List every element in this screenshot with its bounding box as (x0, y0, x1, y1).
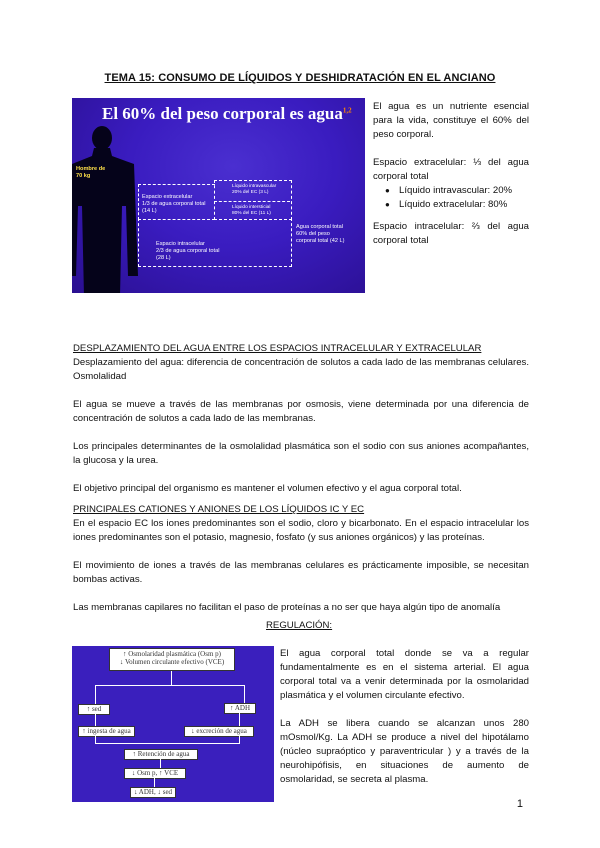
section1-p4: El objetivo principal del organismo es mantener el volumen efectivo y el agua corporal total. (73, 483, 462, 494)
connector-line (239, 713, 240, 726)
regulation-p1: El agua corporal total donde se va a regular fundamentalmente es en el sistema arterial. El agua corporal total va a venir determinada por la osmolaridad plasmática y el volumen circulante efectivo. (280, 648, 529, 701)
ec-label: Espacio extracelular (142, 194, 193, 200)
intro-paragraph: El agua es un nutriente esencial para la vida, constituye el 60% del peso corporal. (373, 101, 529, 140)
water-intake-box: ↑ ingesta de agua (78, 726, 135, 737)
section1-p2: El agua se mueve a través de las membranas por osmosis, viene determinada por una diferencia de concentración de solutos a cada lado de las membranas. (73, 399, 529, 424)
total-water-percent: 60% del peso (296, 231, 330, 237)
adh-regulation-diagram (72, 646, 274, 802)
connector-line (95, 743, 240, 744)
regulation-p2: La ADH se libera cuando se alcanzan unos 280 mOsmol/Kg. La ADH se produce a nivel del hipotálamo (núcleo supraóptico y paraventricular ) y a través de la neurohipófisis, en situaciones de aumento de osmolaridad, se secreta al plasma. (280, 718, 529, 785)
adh-thirst-decrease-box: ↓ ADH, ↓ sed (130, 787, 176, 798)
section1-p3: Los principales determinantes de la osmolalidad plasmática son el sodio con sus aniones acompañantes, la glucosa y la urea. (73, 441, 529, 466)
water-excretion-box: ↓ excreción de agua (184, 726, 254, 737)
connector-line (154, 778, 155, 787)
connector-line (95, 685, 245, 686)
section2-p3: Las membranas capilares no facilitan el paso de proteínas a no ser que haya algún tipo de anomalía (73, 602, 501, 613)
interstitial-volume: 80% del EC (11 L) (232, 211, 271, 216)
connector-line (171, 671, 172, 685)
osmolarity-box (109, 648, 235, 671)
interstitial-label: Líquido intersticial (232, 205, 271, 210)
ic-volume: (28 L) (156, 255, 171, 261)
thirst-box: ↑ sed (78, 704, 110, 715)
intro-text-block (373, 100, 529, 248)
intracellular-paragraph: Espacio intracelular: ⅔ del agua corporal total (373, 221, 529, 246)
section1-heading: DESPLAZAMIENTO DEL AGUA ENTRE LOS ESPACIOS INTRACELULAR Y EXTRACELULAR (73, 343, 482, 354)
water-retention-box: ↑ Retención de agua (124, 749, 198, 760)
regulation-heading: REGULACIÓN: (266, 620, 333, 631)
man-label: Hombre de (76, 166, 106, 172)
ic-label: Espacio intracelular (156, 241, 205, 247)
bullet-extracellular: ● Líquido extracelular: 80% (373, 198, 529, 212)
page-title: TEMA 15: CONSUMO DE LÍQUIDOS Y DESHIDRATACIÓN EN EL ANCIANO (104, 72, 496, 84)
section1-p1: Desplazamiento del agua: diferencia de concentración de solutos a cada lado de las membranas celulares. Osmolalidad (73, 357, 529, 382)
section2-heading: PRINCIPALES CATIONES Y ANIONES DE LOS LÍQUIDOS IC Y EC (73, 504, 365, 515)
body-water-figure (72, 98, 365, 293)
figure-heading-superscript: 1,2 (342, 106, 352, 115)
ec-volume: (14 L) (142, 208, 157, 214)
man-silhouette-icon (72, 126, 142, 293)
total-water-volume: corporal total (42 L) (296, 238, 345, 244)
osm-vce-box: ↓ Osm p, ↑ VCE (124, 768, 186, 779)
figure-heading: El 60% del peso corporal es agua$^{1,2}$ (102, 104, 352, 123)
ec-fraction: 1/3 de agua corporal total (142, 201, 206, 207)
connector-line (244, 685, 245, 703)
intravascular-label: Líquido intravascular (232, 184, 277, 189)
connector-line (160, 759, 161, 768)
subdivision-divider (214, 201, 290, 202)
ic-fraction: 2/3 de agua corporal total (156, 248, 220, 254)
section-displacement (73, 342, 529, 615)
osmolarity-increase-text: ↑ Osmolaridad plasmática (Osm p) (123, 650, 221, 658)
section2-p2: El movimiento de iones a través de las membranas celulares es prácticamente imposible, se necesitan bombas activas. (73, 560, 529, 585)
bullet-intravascular: ● Líquido intravascular: 20% (373, 184, 529, 198)
adh-box: ↑ ADH (224, 703, 256, 714)
extracellular-paragraph: Espacio extracelular: ⅓ del agua corporal total (373, 157, 529, 182)
section2-p1: En el espacio EC los iones predominantes son el sodio, cloro y bicarbonato. En el espacio intracelular los iones predominantes son el potasio, magnesio, fosfato (y sus aniones orgánicos) y las proteínas. (73, 518, 529, 543)
regulation-text-block (280, 647, 529, 787)
page-number: 1 (516, 798, 523, 810)
connector-line (95, 714, 96, 726)
connector-line (95, 736, 96, 743)
man-weight: 70 kg (76, 173, 91, 179)
intravascular-volume: 20% del EC (3 L) (232, 190, 269, 195)
connector-line (95, 685, 96, 704)
connector-line (239, 736, 240, 743)
total-water-label: Agua corporal total (296, 224, 343, 230)
volume-decrease-text: ↓ Volumen circulante efectivo (VCE) (119, 658, 225, 666)
